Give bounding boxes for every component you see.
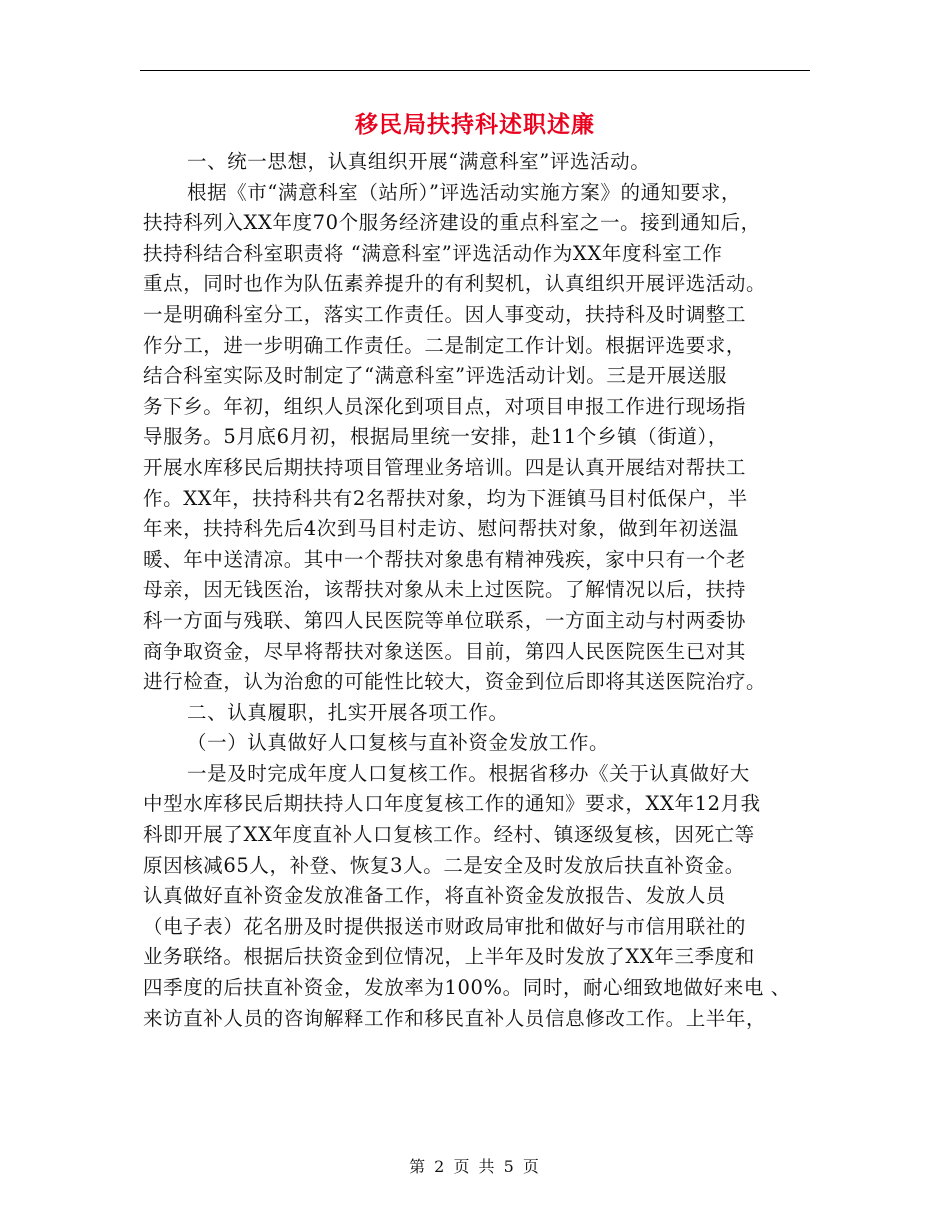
text-line: 结合科室实际及时制定了“满意科室”评选活动计划。三是开展送服 bbox=[143, 364, 727, 388]
text-line: （电子表）花名册及时提供报送市财政局审批和做好与市信用联社的 bbox=[143, 914, 747, 938]
text-line: 科一方面与残联、第四人民医院等单位联系，一方面主动与村两委协 bbox=[143, 608, 747, 632]
text-line: 科即开展了XX年度直补人口复核工作。经村、镇逐级复核，因死亡等 bbox=[143, 823, 755, 847]
document-title: 移民局扶持科述职述廉 bbox=[355, 111, 595, 138]
text-line: 业务联络。根据后扶资金到位情况，上半年及时发放了XX年三季度和 bbox=[143, 945, 755, 969]
text-line: 进行检查，认为治愈的可能性比较大，资金到位后即将其送医院治疗。 bbox=[143, 670, 767, 694]
text-line: 作分工，进一步明确工作责任。二是制定工作计划。根据评选要求， bbox=[143, 333, 747, 357]
text-line: 二、认真履职，扎实开展各项工作。 bbox=[187, 700, 509, 724]
text-line: 一是及时完成年度人口复核工作。根据省移办《关于认真做好大 bbox=[187, 761, 750, 785]
text-line: 原因核减65人，补登、恢复3人。二是安全及时发放后扶直补资金。 bbox=[143, 853, 745, 877]
header-rule bbox=[140, 70, 810, 71]
text-line: 年来，扶持科先后4次到马目村走访、慰问帮扶对象，做到年初送温 bbox=[143, 517, 739, 541]
text-line: 根据《市“满意科室（站所）”评选活动实施方案》的通知要求， bbox=[187, 180, 742, 204]
text-line: 扶持科列入XX年度70个服务经济建设的重点科室之一。接到通知后， bbox=[143, 211, 761, 235]
document-body bbox=[143, 147, 813, 1034]
text-line: 扶持科结合科室职责将 “满意科室”评选活动作为XX年度科室工作 bbox=[143, 241, 723, 265]
text-line: 中型水库移民后期扶持人口年度复核工作的通知》要求，XX年12月我 bbox=[143, 792, 761, 816]
text-line: 暖、年中送清凉。其中一个帮扶对象患有精神残疾，家中只有一个老 bbox=[143, 547, 747, 571]
text-line: 商争取资金，尽早将帮扶对象送医。目前，第四人民医院医生已对其 bbox=[143, 639, 747, 663]
text-line: 一是明确科室分工，落实工作责任。因人事变动，扶持科及时调整工 bbox=[143, 302, 747, 326]
text-line: 重点，同时也作为队伍素养提升的有利契机，认真组织开展评选活动。 bbox=[143, 272, 767, 296]
page-number: 第 2 页 共 5 页 bbox=[409, 1157, 541, 1176]
text-line: 来访直补人员的咨询解释工作和移民直补人员信息修改工作。上半年， bbox=[143, 1006, 767, 1030]
text-line: 导服务。5月底6月初，根据局里统一安排，赴11个乡镇（街道）， bbox=[143, 425, 728, 449]
text-line: 务下乡。年初，组织人员深化到项目点，对项目申报工作进行现场指 bbox=[143, 394, 747, 418]
text-line: 母亲，因无钱医治，该帮扶对象从未上过医院。了解情况以后，扶持 bbox=[143, 578, 747, 602]
text-line: 作。XX年，扶持科共有2名帮扶对象，均为下涯镇马目村低保户，半 bbox=[143, 486, 748, 510]
text-line: 认真做好直补资金发放准备工作，将直补资金发放报告、发放人员 bbox=[143, 884, 726, 908]
text-line: 四季度的后扶直补资金，发放率为100%。同时，耐心细致地做好来电 、 bbox=[143, 976, 791, 1000]
text-line: 一、统一思想，认真组织开展“满意科室”评选活动。 bbox=[187, 150, 651, 173]
text-line: 开展水库移民后期扶持项目管理业务培训。四是认真开展结对帮扶工 bbox=[143, 455, 747, 479]
text-line: （一）认真做好人口复核与直补资金发放工作。 bbox=[187, 731, 610, 755]
